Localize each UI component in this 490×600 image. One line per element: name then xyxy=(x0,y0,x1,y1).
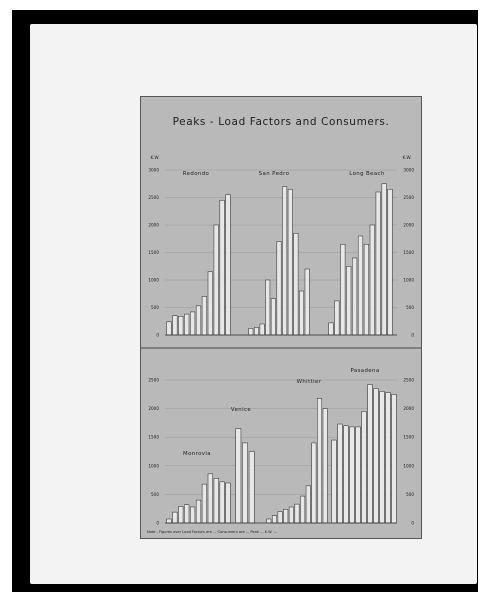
bar xyxy=(278,512,282,523)
y-unit-label: K.W. xyxy=(150,155,160,160)
bar xyxy=(335,301,340,335)
y-tick-label-right: 3000 xyxy=(403,167,414,173)
y-tick-label-left: 1000 xyxy=(148,277,159,283)
y-tick-label-right: 0 xyxy=(411,520,414,526)
bar xyxy=(289,507,293,523)
bar xyxy=(260,324,264,335)
chart-title: Peaks - Load Factors and Consumers. xyxy=(172,116,390,128)
bar xyxy=(340,244,345,335)
bar xyxy=(220,482,225,523)
bar xyxy=(344,426,349,523)
y-tick-label-right: 2000 xyxy=(403,222,414,228)
bar xyxy=(346,266,351,335)
bar xyxy=(284,509,288,523)
bar xyxy=(202,297,207,336)
y-tick-label-right: 1500 xyxy=(403,250,414,255)
group-label: Whittier xyxy=(296,379,322,385)
bar xyxy=(392,394,397,523)
bar xyxy=(295,504,299,523)
y-tick-label-left: 1000 xyxy=(148,463,159,469)
y-tick-label-left: 0 xyxy=(156,332,159,338)
y-tick-label-right: 1000 xyxy=(403,463,414,469)
bar xyxy=(214,478,219,523)
bar xyxy=(317,398,321,523)
y-tick-label-left: 1500 xyxy=(148,250,159,255)
bar xyxy=(358,236,363,335)
bar xyxy=(374,389,379,523)
bar xyxy=(352,258,357,335)
y-tick-label-left: 500 xyxy=(151,305,159,310)
bar xyxy=(271,299,275,335)
bar xyxy=(323,409,327,523)
bar xyxy=(294,233,298,335)
bar xyxy=(167,519,172,523)
bar xyxy=(332,440,337,523)
bar xyxy=(329,323,334,335)
y-tick-label-right: 0 xyxy=(411,332,414,338)
y-tick-label-left: 0 xyxy=(156,520,159,526)
bar xyxy=(305,269,309,335)
bar xyxy=(190,507,195,523)
bar xyxy=(362,411,367,523)
bar xyxy=(220,200,225,335)
group-label: Pasadena xyxy=(350,368,380,374)
y-tick-label-left: 2000 xyxy=(148,406,159,412)
bar xyxy=(306,486,310,523)
bar xyxy=(208,272,213,335)
bar xyxy=(190,312,195,335)
bar xyxy=(338,424,343,523)
y-unit-label: K.W. xyxy=(402,155,412,160)
y-tick-label-right: 500 xyxy=(406,305,414,310)
y-tick-label-left: 1500 xyxy=(148,434,159,440)
y-tick-label-left: 2500 xyxy=(148,195,159,200)
bar xyxy=(300,496,304,523)
chart-marks xyxy=(148,155,414,526)
bar xyxy=(267,519,271,523)
bar xyxy=(249,328,253,335)
photo-mat xyxy=(30,24,477,584)
bar xyxy=(196,306,201,335)
bar xyxy=(184,314,189,335)
bar xyxy=(299,291,303,335)
bar xyxy=(312,443,316,523)
bar xyxy=(226,483,231,523)
group-label: Redondo xyxy=(182,171,210,177)
bar xyxy=(208,474,213,523)
bar xyxy=(254,327,258,335)
bar xyxy=(173,316,178,335)
bar xyxy=(356,427,361,523)
bar xyxy=(277,242,281,336)
group-label: Venice xyxy=(230,407,252,413)
y-tick-label-right: 2500 xyxy=(403,195,414,200)
y-tick-label-left: 3000 xyxy=(148,167,159,173)
bar xyxy=(178,506,183,523)
bar xyxy=(226,195,231,335)
bar xyxy=(196,500,201,523)
bar xyxy=(376,192,381,335)
chart-plate xyxy=(140,96,422,539)
y-tick-label-right: 500 xyxy=(406,491,414,497)
group-label: Monrovia xyxy=(183,451,211,457)
bar xyxy=(364,244,369,335)
group-label: Long Beach xyxy=(349,171,385,177)
y-tick-label-right: 2000 xyxy=(403,406,414,412)
bar xyxy=(288,189,292,335)
chart-footnote: Note - Figures over Load Factors are ... Consumers are ... Peak ... K.W. ... xyxy=(147,530,277,534)
bar xyxy=(202,484,207,523)
bar xyxy=(380,391,385,523)
bar xyxy=(382,184,387,335)
bar xyxy=(272,516,276,523)
y-tick-label-right: 1500 xyxy=(403,434,414,440)
bar xyxy=(214,225,219,335)
bar xyxy=(236,429,241,523)
bar xyxy=(167,322,172,335)
bar xyxy=(249,452,254,524)
bar xyxy=(282,187,286,336)
bar xyxy=(386,393,391,523)
y-tick-label-right: 2500 xyxy=(403,377,414,383)
group-label: San Pedro xyxy=(258,171,290,177)
y-tick-label-left: 2500 xyxy=(148,377,159,383)
bar xyxy=(350,427,355,523)
y-tick-label-right: 1000 xyxy=(403,277,414,283)
bar xyxy=(368,385,373,523)
bar xyxy=(184,505,189,523)
bar xyxy=(242,443,247,523)
bar xyxy=(266,280,270,335)
bar xyxy=(178,316,183,335)
y-tick-label-left: 2000 xyxy=(148,222,159,228)
bar xyxy=(388,189,393,335)
y-tick-label-left: 500 xyxy=(151,491,159,497)
chart-canvas xyxy=(141,97,421,538)
bar xyxy=(370,225,375,335)
photo-frame xyxy=(12,10,478,592)
bar xyxy=(173,512,178,523)
